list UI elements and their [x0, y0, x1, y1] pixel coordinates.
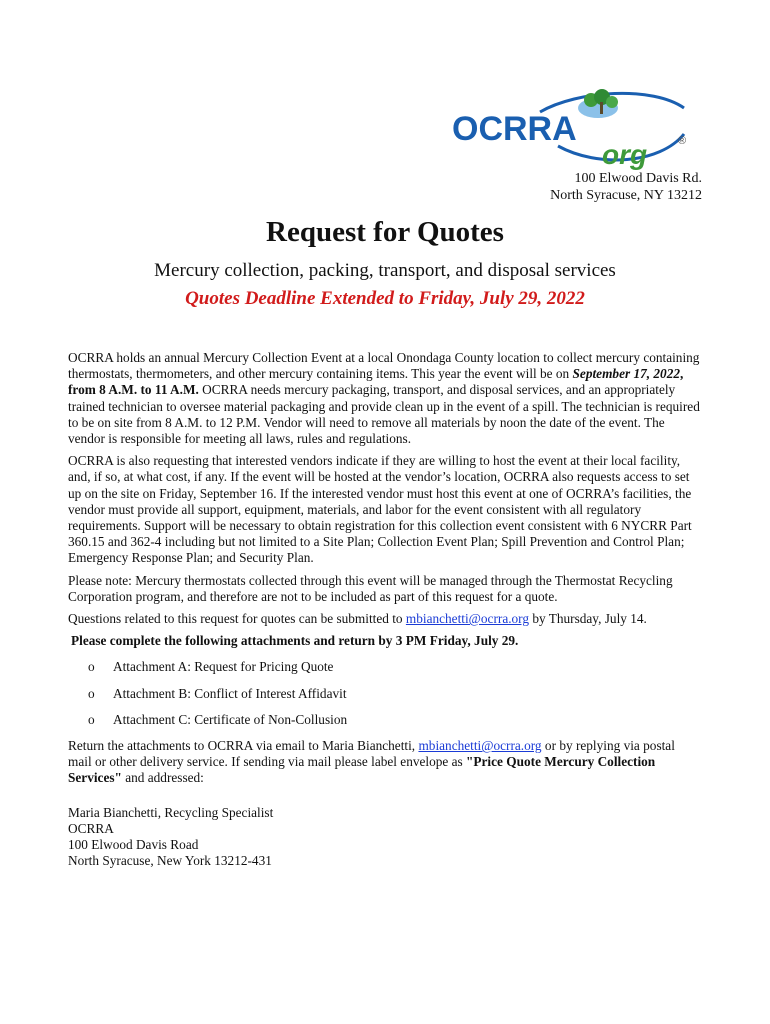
ocrra-logo — [448, 88, 700, 172]
logo-text-main: OCRRA — [452, 110, 577, 148]
page-title: Request for Quotes — [266, 216, 504, 248]
paragraph-event-description: OCRRA holds an annual Mercury Collection Event at a local Onondaga County location to collect mercury containing thermostats, thermometers, and other mercury containing items. This year the event will be on September 17, 2022, from 8 A.M. to 11 A.M. OCRRA needs mercury packaging, transport, and disposal services, and an appropriately trained technician to oversee material packaging and provide clean up in the event of a spill. The technician is required to be on site from 8 A.M. to 12 P.M. Vendor will need to remove all materials by noon the date of the event. The vendor is responsible for meeting all laws, rules and regulations. — [68, 350, 700, 447]
logo-text-sub: org — [602, 139, 648, 170]
attachment-label: Attachment B: Conflict of Interest Affidavit — [113, 685, 347, 701]
attachment-label: Attachment C: Certificate of Non-Collusion — [113, 711, 348, 727]
attachments-heading: Please complete the following attachments and return by 3 PM Friday, July 29. — [71, 633, 519, 649]
paragraph-questions: Questions related to this request for quotes can be submitted to mbianchetti@ocrra.org by Thursday, July 14. — [68, 611, 647, 627]
attachment-label: Attachment A: Request for Pricing Quote — [113, 659, 334, 675]
mailing-line-4: North Syracuse, New York 13212-431 — [68, 853, 272, 869]
email-link[interactable]: mbianchetti@ocrra.org — [418, 738, 542, 754]
ocrra-logo-graphic — [448, 88, 700, 172]
logo-tree-icon — [606, 96, 618, 108]
bullet-icon: o — [88, 659, 95, 675]
bullet-icon: o — [88, 711, 95, 727]
paragraph-hosting: OCRRA is also requesting that interested vendors indicate if they are willing to host the event at their local facility, and, if so, at what cost, if any. If the event will be hosted at the vendor’s location, OCRRA also requests access to set up on the site on Friday, September 16. If the interested vendor must host this event at one of OCRRA’s facilities, the vendor must provide all support, equipment, materials, and labor for the event consistent with all regulatory requirements. Support will be necessary to obtain registration for this collection event consistent with 6 NYCRR Part 360.15 and 362-4 including but not limited to a Site Plan; Collection Event Plan; Spill Prevention and Control Plan; Emergency Response Plan; and Security Plan. — [68, 453, 692, 566]
sender-address — [550, 170, 702, 204]
mailing-line-1: Maria Bianchetti, Recycling Specialist — [68, 804, 274, 820]
address-line-2: North Syracuse, NY 13212 — [550, 188, 702, 203]
registered-mark: ® — [678, 135, 687, 147]
page-subtitle: Mercury collection, packing, transport, and disposal services — [154, 260, 616, 281]
address-line-1: 100 Elwood Davis Rd. — [574, 171, 702, 186]
mailing-line-3: 100 Elwood Davis Road — [68, 837, 199, 853]
mailing-line-2: OCRRA — [68, 820, 114, 836]
paragraph-note: Please note: Mercury thermostats collected through this event will be managed through the Thermostat Recycling Corporation program, and therefore are not to be included as part of this request for a quote. — [68, 572, 673, 604]
list-item — [88, 686, 700, 702]
event-time: , from 8 A.M. to 11 A.M. — [68, 366, 684, 398]
list-item — [88, 712, 700, 728]
document-body — [68, 350, 700, 875]
logo-tree-trunk — [600, 102, 603, 114]
bullet-icon: o — [88, 685, 95, 701]
deadline-notice: Quotes Deadline Extended to Friday, July 29, 2022 — [185, 288, 585, 309]
attachments-list — [88, 659, 700, 728]
envelope-label: "Price Quote Mercury Collection Services" — [68, 754, 656, 786]
list-item — [88, 659, 700, 675]
event-date: September 17, 2022 — [572, 366, 681, 382]
mailing-address — [68, 805, 700, 870]
email-link[interactable]: mbianchetti@ocrra.org — [405, 611, 530, 627]
paragraph-return-instructions: Return the attachments to OCRRA via email to Maria Bianchetti, mbianchetti@ocrra.org or by replying via postal mail or other delivery service. If sending via mail please label envelope as "Price Quote Mercury Collection Services" and addressed: — [68, 738, 675, 786]
